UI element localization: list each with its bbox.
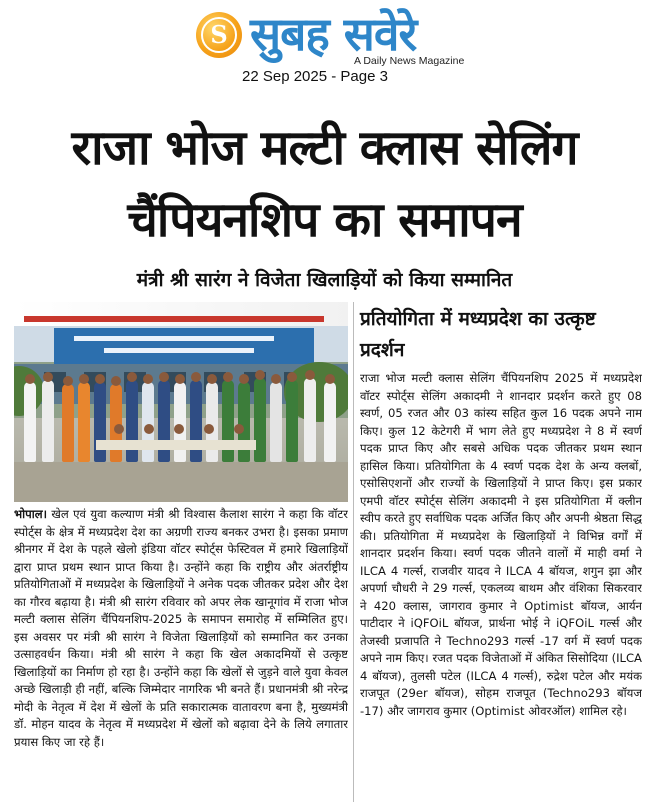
headline-line-1: राजा भोज मल्टी क्लास सेलिंग [71, 120, 578, 176]
event-photo [14, 302, 348, 502]
newspaper-tagline: A Daily News Magazine [354, 55, 465, 67]
section-heading: प्रतियोगिता में मध्यप्रदेश का उत्कृष्ट प्रदर्शन [360, 308, 596, 361]
photo-seating [96, 440, 256, 450]
photo-roof-stripe [24, 316, 324, 322]
place-dateline: भोपाल। [14, 507, 47, 521]
left-body-text: खेल एवं युवा कल्याण मंत्री श्री विश्वास कैलाश सारंग ने कहा कि वॉटर स्पोर्ट्स के क्षेत्र में मध्यप्रदेश देश का अग्रणी राज्य बनकर उभरा है। इसका प्रमाण श्रीनगर में देश के पहले खेलो इंडिया वॉटर स्पोर्ट्स फेस्टिवल में हमारे खिलाड़ियों द्वारा प्राप्त प्रथम स्थान प्राप्त किया है। उन्होंने कहा कि राष्ट्रीय और अंतर्राष्ट्रीय प्रतियोगिताओं में मध्यप्रदेश के खिलाड़ियों ने अनेक पदक जीतकर प्रदेश और देश का गौरव बढ़ाया है। मंत्री श्री सारंग रविवार को अपर लेक खानूगांव में राजा भोज मल्टी क्लास सेलिंग चैंपियनशिप-2025 के समापन समारोह में सम्मिलित हुए। इस अवसर पर मंत्री श्री सारंग ने विजेता खिलाड़ियों को सम्मानित कर उनका उत्साहवर्धन किया। मंत्री श्री सारंग ने कहा कि खेल अकादमियों से उत्कृष्ट खिलाड़ियों का निर्माण हो रहा है। उन्होंने कहा कि खेलों से जुड़ने वाले युवा केवल अच्छे खिलाड़ी ही नहीं, बल्कि जिम्मेदार नागरिक भी बनते हैं। प्रधानमंत्री श्री नरेन्द्र मोदी के नेतृत्व में देश में खेलों के प्रति सकारात्मक वातावरण बना है, मुख्यमंत्री डॉ. मोहन यादव के नेतृत्व में मध्यप्रदेश में खेलों को बढ़ावा देने के लिये लगातार प्रयास किए जा रहे हैं। [14, 507, 348, 749]
column-divider [353, 302, 354, 802]
left-column-body [14, 506, 348, 802]
logo-letter: S [210, 20, 228, 49]
headline-line-2: चैंपियनशिप का समापन [127, 192, 522, 248]
newspaper-name: सुबह सवेरे [250, 7, 417, 61]
logo-ring [201, 17, 237, 53]
right-column-body: राजा भोज मल्टी क्लास सेलिंग चैंपियनशिप 2025 में मध्यप्रदेश वॉटर स्पोर्ट्स सेलिंग अकादमी ने शानदार प्रदर्शन करते हुए 08 स्वर्ण, 05 रजत और 03 कांस्य सहित कुल 16 पदक अपने नाम किए। कुल 12 केटेगरी में भाग लेते हुए मध्यप्रदेश ने 8 में स्वर्ण पदक प्राप्त किए और सबसे अधिक पदक जीतकर प्रथम स्थान हासिल किया। प्रतियोगिता के 4 स्वर्ण पदक देश के अन्य क्लबों, एसोसिएशनों और राज्यों के खिलाड़ियों ने प्राप्त किए। इस प्रकार एमपी वॉटर स्पोर्ट्स सेलिंग अकादमी ने इस प्रतियोगिता में क्लीन स्वीप करते हुए सर्वाधिक पदक अर्जित किए और अपनी श्रेष्ठता सिद्ध की। प्रतियोगिता में मध्यप्रदेश के खिलाड़ियों ने विभिन्न वर्गों में शानदार प्रदर्शन किया। स्वर्ण पदक जीतने वालों में माही वर्मा ने ILCA 4 गर्ल्स, राजवीर यादव ने ILCA 4 बॉयज, शगुन झा और अपर्णा चौधरी ने 29 गर्ल्स, एकलव्य बाथम और वंशिका सिकरवार ने 420 क्लास, जागराव कुमार ने Optimist बॉयज, आर्यन पाटीदार ने iQFOiL बॉयज, प्रार्थना भोई ने iQFOiL गर्ल्स और तेजस्वी प्रजापति ने Techno293 गर्ल्स -17 वर्ग में स्वर्ण पदक अपने नाम किए। रजत पदक विजेताओं में अंकित सिसोदिया (ILCA 4 बॉयज), तुलसी पटेल (ILCA 4 गर्ल्स), रुद्रेश पटेल और मयंक राजपूत (29er बॉयज), सोहम राजपूत (Techno293 बॉयज -17) और जागराव कुमार (Optimist ओवरऑल) शामिल रहे। [360, 371, 642, 718]
photo-banner [54, 328, 314, 366]
photo-ground [14, 462, 348, 502]
subheadline: मंत्री श्री सारंग ने विजेता खिलाड़ियों को किया सम्मानित [136, 269, 513, 291]
photo-roof [14, 302, 348, 326]
issue-dateline: 22 Sep 2025 - Page 3 [242, 68, 388, 85]
masthead [0, 0, 649, 92]
